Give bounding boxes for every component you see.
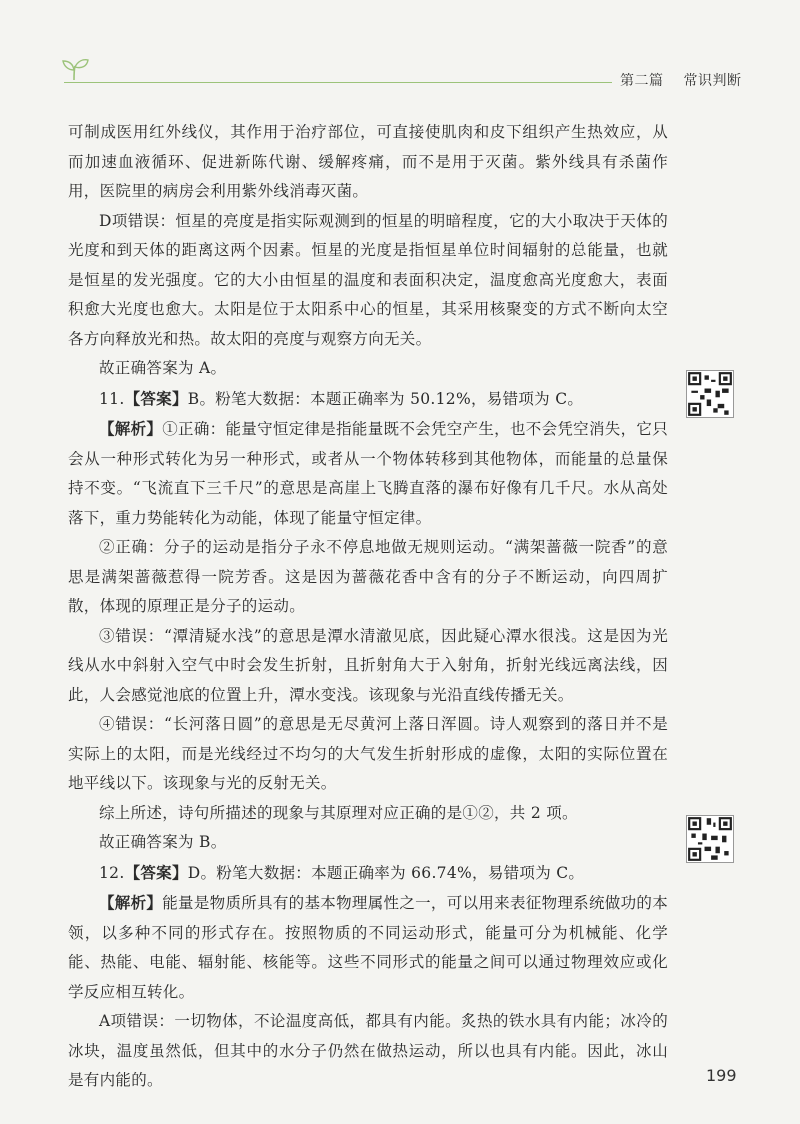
qr-code-question-12[interactable]	[686, 815, 734, 863]
question-12-answer	[68, 858, 668, 889]
paragraph-item-3: ③错误：“潭清疑水浅”的意思是潭水清澈见底，因此疑心潭水很浅。这是因为光线从水中斜射入空气中时会发生折射，且折射角大于入射角，折射光线远离法线，因此，人会感觉池底的位置上升，潭水变浅。该现象与光沿直线传播无关。	[68, 626, 668, 704]
answer-label: 【答案】	[124, 862, 188, 882]
question-11-answer	[68, 384, 668, 415]
paragraph-item-4: ④错误：“长河落日圆”的意思是无尽黄河上落日浑圆。诗人观察到的落日并不是实际上的太阳，而是光线经过不均匀的大气发生折射形成的虚像，太阳的实际位置在地平线以下。该现象与光的反射无关。	[68, 715, 668, 792]
question-11-analysis	[68, 414, 668, 533]
paragraph-answer-b: 故正确答案为 B。	[99, 833, 227, 851]
qr-code-icon	[687, 371, 733, 417]
analysis-text: 能量是物质所具有的基本物理属性之一，可以用来表征物理系统做功的本领，以多种不同的形式存在。按照物质的不同运动形式，能量可分为机械能、化学能、热能、电能、辐射能、核能等。这些不同形式的能量之间可以通过物理效应或化学反应相互转化。	[68, 894, 669, 1001]
header-rule	[64, 82, 612, 83]
paragraph-item-2: ②正确：分子的运动是指分子永不停息地做无规则运动。“满架蔷薇一院香”的意思是满架蔷薇惹得一院芳香。这是因为蔷薇花香中含有的分子不断运动，向四周扩散，体现的原理正是分子的运动。	[68, 538, 668, 615]
qr-code-question-11[interactable]	[686, 370, 734, 418]
answer-label: 【答案】	[124, 388, 188, 408]
paragraph-answer-a: 故正确答案为 A。	[99, 359, 227, 377]
paragraph-summary: 综上所述，诗句所描述的现象与其原理对应正确的是①②，共 2 项。	[99, 803, 578, 822]
running-header	[620, 70, 742, 90]
paragraph-infrared: 可制成医用红外线仪，其作用于治疗部位，可直接使肌肉和皮下组织产生热效应，从而加速血液循环、促进新陈代谢、缓解疼痛，而不是用于灭菌。紫外线具有杀菌作用，医院里的病房会利用紫外线消毒灭菌。	[68, 123, 668, 200]
question-12-analysis	[68, 888, 668, 1007]
paragraph-option-d: D项错误：恒星的亮度是指实际观测到的恒星的明暗程度，它的大小取决于天体的光度和到天体的距离这两个因素。恒星的光度是指恒星单位时间辐射的总能量，也就是恒星的发光强度。它的大小由恒星的温度和表面积决定，温度愈高光度愈大，表面积愈大光度也愈大。太阳是位于太阳系中心的恒星，其采用核聚变的方式不断向太空各方向释放光和热。故太阳的亮度与观察方向无关。	[68, 211, 668, 348]
section-label: 常识判断	[683, 73, 742, 89]
question-number: 11.	[99, 389, 125, 408]
part-label: 第二篇	[620, 73, 664, 89]
question-number: 12.	[99, 863, 125, 882]
analysis-label: 【解析】	[99, 893, 163, 912]
analysis-text: ①正确：能量守恒定律是指能量既不会凭空产生，也不会凭空消失，它只会从一种形式转化为另一种形式，或者从一个物体转移到其他物体，而能量的总量保持不变。“飞流直下三千尺”的意思是高崖上飞腾直落的瀑布好像有几千尺。水从高处落下，重力势能转化为动能，体现了能量守恒定律。	[68, 420, 669, 527]
answer-text: B。粉笔大数据：本题正确率为 50.12%，易错项为 C。	[187, 389, 584, 408]
page-header	[0, 50, 800, 100]
page-number: 199	[706, 1066, 737, 1085]
analysis-label: 【解析】	[99, 419, 163, 438]
page-body	[68, 118, 668, 1096]
paragraph-option-a: A项错误：一切物体，不论温度高低，都具有内能。炙热的铁水具有内能；冰冷的冰块，温度虽然低，但其中的水分子仍然在做热运动，所以也具有内能。因此，冰山是有内能的。	[68, 1012, 668, 1089]
answer-text: D。粉笔大数据：本题正确率为 66.74%，易错项为 C。	[187, 863, 585, 882]
qr-code-icon	[687, 816, 733, 862]
